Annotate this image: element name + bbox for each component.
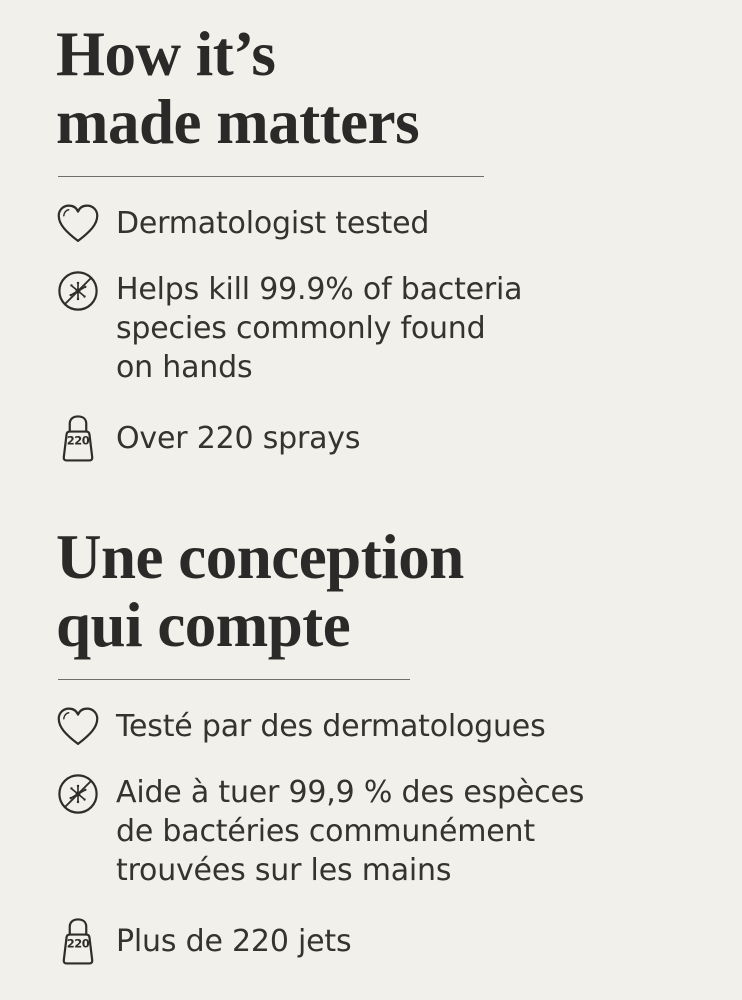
feature-spray-count bbox=[56, 413, 702, 463]
feature-dermatologues bbox=[56, 706, 702, 747]
no-bacteria-icon bbox=[56, 270, 100, 312]
feature-line: Over 220 sprays bbox=[116, 420, 361, 456]
heading-line: How it’s bbox=[56, 19, 276, 89]
section-english bbox=[56, 20, 702, 463]
feature-text bbox=[116, 707, 546, 746]
feature-text bbox=[116, 773, 584, 890]
no-bacteria-icon bbox=[56, 773, 100, 815]
feature-list-french bbox=[56, 706, 702, 966]
divider bbox=[58, 679, 410, 680]
spray-count-badge: 220 bbox=[66, 433, 90, 448]
section-french bbox=[56, 523, 702, 966]
feature-jets-count bbox=[56, 916, 702, 966]
feature-text bbox=[116, 922, 351, 961]
feature-line: Testé par des dermatologues bbox=[116, 709, 546, 744]
feature-line: Helps kill 99.9% of bacteria bbox=[116, 272, 523, 307]
feature-kills-bacteria bbox=[56, 270, 702, 387]
feature-tue-bacteries bbox=[56, 773, 702, 890]
feature-dermatologist bbox=[56, 203, 702, 244]
spray-count-badge: 220 bbox=[66, 936, 90, 951]
heading-line: Une conception bbox=[56, 522, 464, 592]
feature-text bbox=[116, 270, 522, 387]
feature-line: on hands bbox=[116, 350, 253, 385]
heading-english bbox=[56, 20, 702, 156]
heart-icon bbox=[56, 706, 100, 747]
feature-line: de bactéries communément bbox=[116, 814, 535, 849]
divider bbox=[58, 176, 484, 177]
feature-line: species commonly found bbox=[116, 311, 486, 346]
heart-icon bbox=[56, 203, 100, 244]
feature-line: Plus de 220 jets bbox=[116, 923, 352, 959]
feature-line: trouvées sur les mains bbox=[116, 853, 452, 888]
heading-line: qui compte bbox=[56, 590, 351, 660]
feature-text bbox=[116, 419, 360, 458]
spray-count-icon bbox=[56, 916, 100, 966]
spray-count-icon bbox=[56, 413, 100, 463]
heading-french bbox=[56, 523, 702, 659]
feature-line: Aide à tuer 99,9 % des espèces bbox=[116, 775, 585, 810]
feature-line: Dermatologist tested bbox=[116, 206, 430, 241]
heading-line: made matters bbox=[56, 87, 420, 157]
feature-list-english bbox=[56, 203, 702, 463]
feature-text bbox=[116, 204, 429, 243]
